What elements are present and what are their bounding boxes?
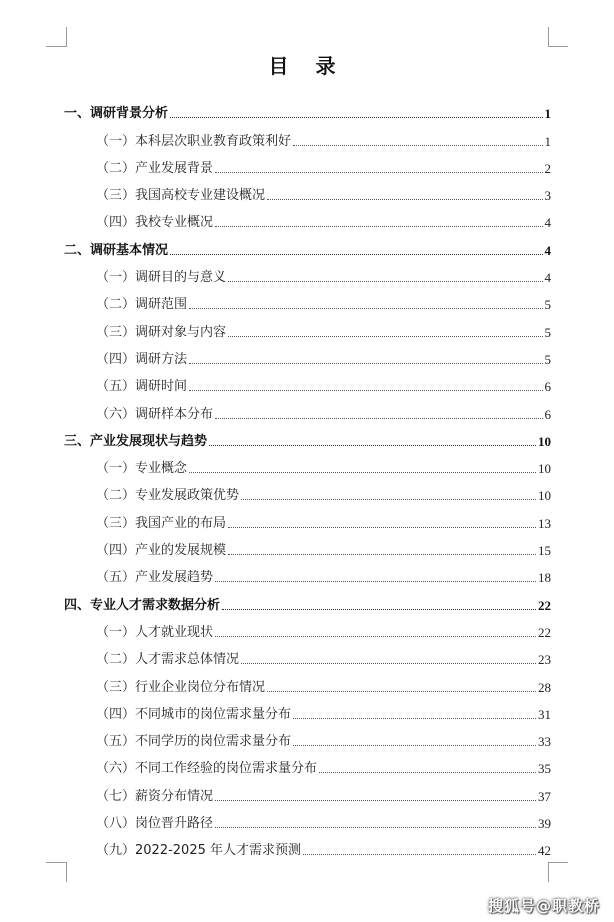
toc-subsection-entry[interactable] xyxy=(64,477,551,504)
toc-entry-text: （一）本科层次职业教育政策利好 xyxy=(96,133,292,149)
dot-leader xyxy=(170,117,542,118)
toc-entry-text: （八）岗位晋升路径 xyxy=(96,816,214,832)
toc-page-number: 10 xyxy=(538,488,551,504)
toc-entry-text: （五）产业发展趋势 xyxy=(96,570,214,586)
toc-page-number: 6 xyxy=(544,379,551,395)
toc-entry-text: （二）人才需求总体情况 xyxy=(96,652,240,668)
dot-leader xyxy=(209,445,536,446)
crop-mark xyxy=(66,27,67,47)
toc-page-number: 4 xyxy=(544,215,551,231)
dot-leader xyxy=(267,691,536,692)
toc-page-number: 5 xyxy=(544,297,551,313)
toc-entry-text: （三）调研对象与内容 xyxy=(96,324,227,340)
toc-page-number: 18 xyxy=(538,570,551,586)
toc-page-number: 42 xyxy=(538,843,551,859)
toc-subsection-entry[interactable] xyxy=(64,341,551,368)
dot-leader xyxy=(215,172,542,173)
toc-subsection-entry[interactable] xyxy=(64,395,551,422)
toc-subsection-entry[interactable] xyxy=(64,150,551,177)
toc-subsection-entry[interactable] xyxy=(64,805,551,832)
dot-leader xyxy=(228,281,542,282)
toc-page-number: 4 xyxy=(544,270,551,286)
toc-subsection-entry[interactable] xyxy=(64,450,551,477)
toc-page-number: 3 xyxy=(544,188,551,204)
toc-entry-text: （二）专业发展政策优势 xyxy=(96,488,240,504)
dot-leader xyxy=(293,745,536,746)
dot-leader xyxy=(228,336,542,337)
toc-subsection-entry[interactable] xyxy=(64,286,551,313)
toc-entry-text: （五）调研时间 xyxy=(96,379,188,395)
toc-page-number: 10 xyxy=(538,433,551,449)
toc-entry-text: （七）薪资分布情况 xyxy=(96,788,214,804)
toc-entry-text: （三）行业企业岗位分布情况 xyxy=(96,679,266,695)
crop-mark xyxy=(66,862,67,882)
toc-page-number: 23 xyxy=(538,652,551,668)
toc-subsection-entry[interactable] xyxy=(64,777,551,804)
toc-entry-text: （一）调研目的与意义 xyxy=(96,270,227,286)
dot-leader xyxy=(267,199,542,200)
toc-subsection-entry[interactable] xyxy=(64,614,551,641)
toc-subsection-entry[interactable] xyxy=(64,832,551,859)
dot-leader xyxy=(319,772,536,773)
crop-mark xyxy=(548,862,568,863)
toc-entry-text: 三、产业发展现状与趋势 xyxy=(64,433,208,449)
crop-mark xyxy=(548,46,568,47)
dot-leader xyxy=(222,609,536,610)
dot-leader xyxy=(215,226,542,227)
toc-entry-text: （三）我国高校专业建设概况 xyxy=(96,188,266,204)
dot-leader xyxy=(293,145,542,146)
crop-mark xyxy=(46,862,66,863)
toc-page-number: 5 xyxy=(544,351,551,367)
dot-leader xyxy=(215,827,536,828)
toc-page-number: 10 xyxy=(538,461,551,477)
toc-page-number: 35 xyxy=(538,761,551,777)
toc-entry-text: （四）调研方法 xyxy=(96,351,188,367)
toc-subsection-entry[interactable] xyxy=(64,641,551,668)
toc-page-number: 31 xyxy=(538,706,551,722)
dot-leader xyxy=(215,581,536,582)
crop-mark xyxy=(46,46,66,47)
toc-subsection-entry[interactable] xyxy=(64,122,551,149)
toc-subsection-entry[interactable] xyxy=(64,504,551,531)
crop-mark xyxy=(548,862,549,882)
toc-subsection-entry[interactable] xyxy=(64,177,551,204)
toc-page-number: 2 xyxy=(544,160,551,176)
dot-leader xyxy=(228,527,536,528)
toc-entry-text: 二、调研基本情况 xyxy=(64,242,169,258)
toc-subsection-entry[interactable] xyxy=(64,259,551,286)
toc-page-number: 13 xyxy=(538,515,551,531)
toc-entry-text: （五）不同学历的岗位需求量分布 xyxy=(96,734,292,750)
toc-entry-text: （六）不同工作经验的岗位需求量分布 xyxy=(96,761,318,777)
toc-page-number: 6 xyxy=(544,406,551,422)
toc-page-number: 15 xyxy=(538,543,551,559)
dot-leader xyxy=(189,363,542,364)
toc-section-entry[interactable] xyxy=(64,586,551,613)
dot-leader xyxy=(215,418,542,419)
dot-leader xyxy=(228,554,536,555)
toc-page-number: 4 xyxy=(544,242,551,258)
toc-entry-text: 四、专业人才需求数据分析 xyxy=(64,597,221,613)
table-of-contents xyxy=(64,95,551,859)
toc-entry-text: （四）不同城市的岗位需求量分布 xyxy=(96,706,292,722)
toc-subsection-entry[interactable] xyxy=(64,532,551,559)
toc-entry-text: （二）产业发展背景 xyxy=(96,160,214,176)
toc-subsection-entry[interactable] xyxy=(64,723,551,750)
toc-entry-text: （一）人才就业现状 xyxy=(96,624,214,640)
toc-entry-text: 一、调研背景分析 xyxy=(64,106,169,122)
toc-entry-text: （二）调研范围 xyxy=(96,297,188,313)
toc-page-number: 1 xyxy=(544,106,551,122)
crop-mark xyxy=(548,27,549,47)
dot-leader xyxy=(189,472,536,473)
toc-entry-text: （六）调研样本分布 xyxy=(96,406,214,422)
dot-leader xyxy=(215,800,536,801)
toc-section-entry[interactable] xyxy=(64,423,551,450)
page-title: 目 录 xyxy=(268,54,346,78)
dot-leader xyxy=(293,718,536,719)
dot-leader xyxy=(189,390,542,391)
toc-subsection-entry[interactable] xyxy=(64,696,551,723)
toc-page-number: 37 xyxy=(538,788,551,804)
toc-page-number: 5 xyxy=(544,324,551,340)
toc-subsection-entry[interactable] xyxy=(64,313,551,340)
dot-leader xyxy=(189,308,542,309)
toc-section-entry[interactable] xyxy=(64,231,551,258)
toc-subsection-entry[interactable] xyxy=(64,668,551,695)
toc-subsection-entry[interactable] xyxy=(64,559,551,586)
toc-section-entry[interactable] xyxy=(64,95,551,122)
toc-page-number: 28 xyxy=(538,679,551,695)
toc-subsection-entry[interactable] xyxy=(64,750,551,777)
dot-leader xyxy=(215,636,536,637)
toc-entry-text: （三）我国产业的布局 xyxy=(96,515,227,531)
dot-leader xyxy=(241,499,536,500)
dot-leader xyxy=(303,854,536,855)
toc-page-number: 22 xyxy=(538,597,551,613)
toc-page-number: 33 xyxy=(538,734,551,750)
dot-leader xyxy=(170,254,542,255)
toc-entry-text: （九）2022-2025 年人才需求预测 xyxy=(96,843,301,859)
toc-subsection-entry[interactable] xyxy=(64,204,551,231)
toc-entry-text: （四）我校专业概况 xyxy=(96,215,214,231)
toc-subsection-entry[interactable] xyxy=(64,368,551,395)
watermark: 搜狐号@职教桥 xyxy=(487,897,600,915)
toc-page-number: 1 xyxy=(544,133,551,149)
dot-leader xyxy=(241,663,536,664)
toc-entry-text: （一）专业概念 xyxy=(96,461,188,477)
toc-entry-text: （四）产业的发展规模 xyxy=(96,543,227,559)
toc-page-number: 39 xyxy=(538,816,551,832)
toc-page-number: 22 xyxy=(538,624,551,640)
